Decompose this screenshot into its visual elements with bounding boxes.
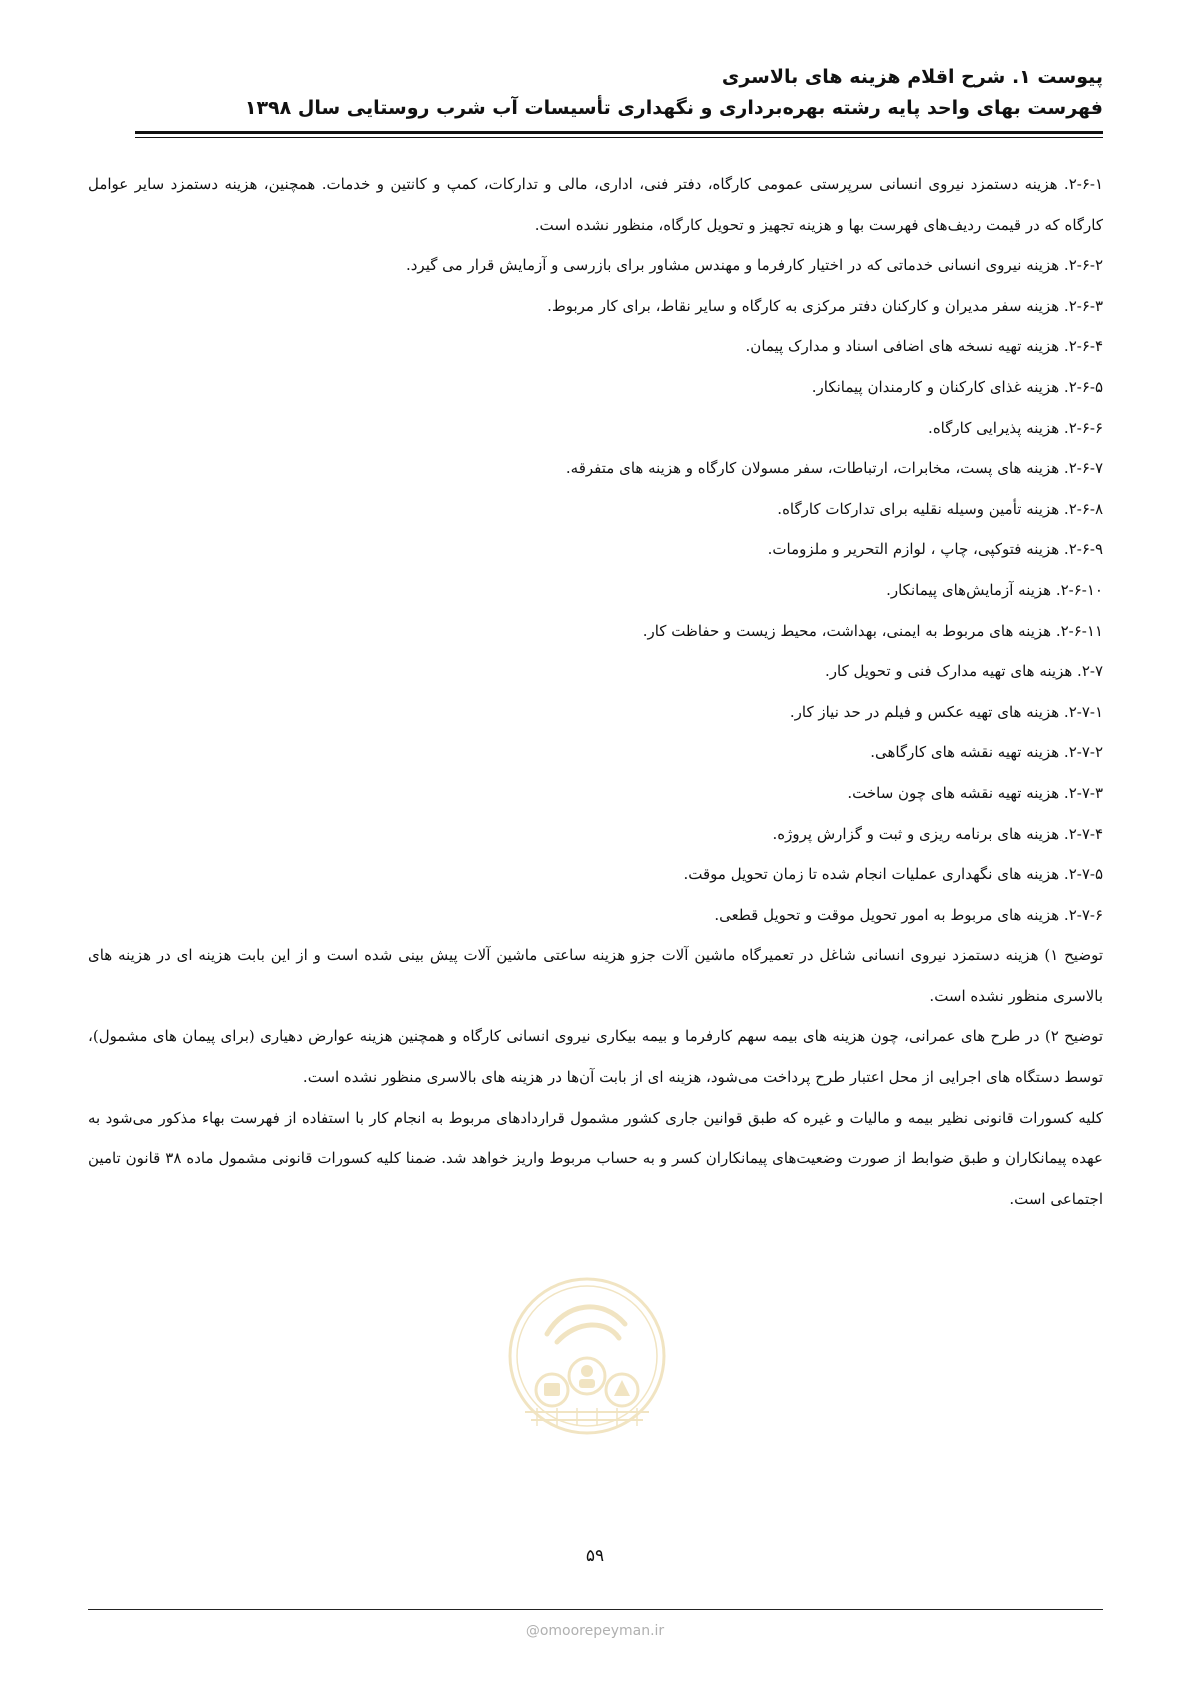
page-header — [135, 62, 1103, 124]
paragraph-2-6-5: ۲-۶-۵. هزینه غذای کارکنان و کارمندان پیمانکار. — [811, 377, 1103, 396]
header-subtitle: فهرست بهای واحد پایه رشته بهره‌برداری و نگهداری تأسیسات آب شرب روستایی سال ۱۳۹۸ — [244, 97, 1103, 119]
paragraph-2-6-2: ۲-۶-۲. هزینه نیروی انسانی خدماتی که در اختیار کارفرما و مهندس مشاور برای بازرسی و آزمایش قرار می گیرد. — [405, 256, 1103, 275]
paragraph-2-7-2: ۲-۷-۲. هزینه تهیه نقشه های کارگاهی. — [870, 743, 1103, 762]
paragraph-2-6-9: ۲-۶-۹. هزینه فتوکپی، چاپ ، لوازم التحریر و ملزومات. — [767, 540, 1103, 559]
header-rule-thin — [135, 137, 1103, 138]
paragraph-2-6-8: ۲-۶-۸. هزینه تأمین وسیله نقلیه برای تدارکات کارگاه. — [777, 499, 1103, 518]
paragraph-2-6-4: ۲-۶-۴. هزینه تهیه نسخه های اضافی اسناد و مدارک پیمان. — [745, 337, 1103, 356]
header-title: پیوست ۱. شرح اقلام هزینه های بالاسری — [721, 66, 1103, 88]
paragraph-2-6-3: ۲-۶-۳. هزینه سفر مدیران و کارکنان دفتر مرکزی به کارگاه و سایر نقاط، برای کار مربوط. — [547, 296, 1103, 315]
footer-website: @omoorepeyman.ir — [525, 1623, 665, 1639]
paragraph-2-6-10: ۲-۶-۱۰. هزینه آزمایش‌های پیمانکار. — [886, 580, 1103, 599]
header-rule-thick — [135, 131, 1103, 134]
paragraph-2-6-7: ۲-۶-۷. هزینه های پست، مخابرات، ارتباطات، سفر مسولان کارگاه و هزینه های متفرقه. — [565, 459, 1103, 478]
paragraph-2-6-11: ۲-۶-۱۱. هزینه های مربوط به ایمنی، بهداشت، محیط زیست و حفاظت کار. — [642, 621, 1103, 640]
body-content — [88, 164, 1103, 1219]
paragraph-2-7-6: ۲-۷-۶. هزینه های مربوط به امور تحویل موقت و تحویل قطعی. — [714, 905, 1103, 924]
paragraph-2-6-1: ۲-۶-۱. هزینه دستمزد نیروی انسانی سرپرستی عمومی کارگاه، دفتر فنی، اداری، مالی و تدارکات، کمپ و کانتین و خدمات. همچنین، هزینه دستمزد سایر عوامل کارگاه که در قیمت ردیف‌های فهرست بها و هزینه تجهیز و تحویل کارگاه، منظور نشده است. — [88, 175, 1103, 234]
page-number: ۵۹ — [585, 1546, 605, 1566]
paragraph-2-7: ۲-۷. هزینه های تهیه مدارک فنی و تحویل کار. — [825, 662, 1103, 681]
footer-rule — [88, 1609, 1103, 1610]
note-1: توضیح ۱) هزینه دستمزد نیروی انسانی شاغل در تعمیرگاه ماشین آلات جزو هزینه ساعتی ماشین آلات پیش بینی شده است و از این بابت هزینه ای در هزینه های بالاسری منظور نشده است. — [88, 946, 1103, 1005]
note-2: توضیح ۲) در طرح های عمرانی، چون هزینه های بیمه سهم کارفرما و بیمه بیکاری نیروی انسانی کارگاه و همچنین هزینه عوارض دهیاری (برای پیمان های مشمول)، توسط دستگاه های اجرایی از محل اعتبار طرح پرداخت می‌شود، هزینه ای از بابت آن‌ها در هزینه های بالاسری منظور نشده است. — [88, 1027, 1103, 1087]
paragraph-2-7-1: ۲-۷-۱. هزینه های تهیه عکس و فیلم در حد نیاز کار. — [789, 702, 1103, 721]
paragraph-2-7-5: ۲-۷-۵. هزینه های نگهداری عملیات انجام شده تا زمان تحویل موقت. — [683, 865, 1103, 884]
paragraph-2-6-6: ۲-۶-۶. هزینه پذیرایی کارگاه. — [928, 418, 1103, 437]
paragraph-2-7-3: ۲-۷-۳. هزینه تهیه نقشه های چون ساخت. — [847, 783, 1103, 802]
paragraph-2-7-4: ۲-۷-۴. هزینه های برنامه ریزی و ثبت و گزارش پروژه. — [772, 824, 1103, 843]
omoore-peyman-seal-icon — [507, 1276, 667, 1436]
closing-paragraph: کلیه کسورات قانونی نظیر بیمه و مالیات و غیره که طبق قوانین جاری کشور مشمول قراردادهای مربوط به انجام کار با استفاده از فهرست بهاء مذکور می‌شود به عهده پیمانکاران و طبق ضوابط از صورت وضعیت‌های پیمانکاران کسر و به حساب مربوط واریز خواهد شد. ضمنا کلیه کسورات قانونی مشمول ماده ۳۸ قانون تامین اجتماعی است. — [88, 1108, 1103, 1208]
